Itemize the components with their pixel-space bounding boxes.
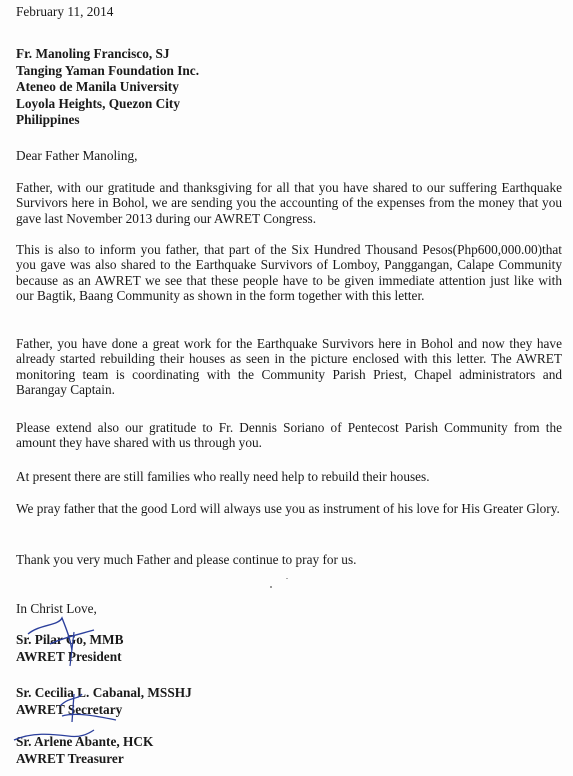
signatory-2: [16, 685, 192, 718]
closing-line: In Christ Love,: [16, 601, 97, 616]
recipient-address: [16, 46, 199, 129]
signatory-1: [16, 632, 123, 665]
body-paragraph-6: We pray father that the good Lord will always use you as instrument of his love for His Greater Glory.: [16, 501, 560, 516]
body-paragraph-5: At present there are still families who really need help to rebuild their houses.: [16, 469, 430, 484]
signatory-name: Sr. Cecilia L. Cabanal, MSSHJ: [16, 685, 192, 700]
recipient-city: Loyola Heights, Quezon City: [16, 95, 180, 111]
body-paragraph-4: Please extend also our gratitude to Fr. Dennis Soriano of Pentecost Parish Community from the amount they have shared with us through you.: [16, 420, 562, 451]
signatory-name: Sr. Arlene Abante, HCK: [16, 734, 154, 749]
scan-speck: [270, 586, 272, 588]
recipient-name: Fr. Manoling Francisco, SJ: [16, 46, 170, 61]
recipient-university: Ateneo de Manila University: [16, 79, 179, 95]
recipient-country: Philippines: [16, 112, 80, 128]
body-paragraph-1: Father, with our gratitude and thanksgiving for all that you have shared to our suffering Earthquake Survivors here in Bohol, we are sending you the accounting of the expenses from the money that you gave last November 2013 during our AWRET Congress.: [16, 180, 562, 226]
signatory-role: AWRET Treasurer: [16, 750, 124, 766]
signatory-3: [16, 734, 153, 767]
signatory-name: Sr. Pilar Go, MMB: [16, 632, 124, 647]
body-paragraph-7: Thank you very much Father and please continue to pray for us.: [16, 552, 357, 567]
scan-speck: [286, 578, 288, 579]
salutation: Dear Father Manoling,: [16, 148, 138, 163]
letter-date: February 11, 2014: [16, 4, 114, 19]
body-paragraph-3: Father, you have done a great work for the Earthquake Survivors here in Bohol and now they have already started rebuilding their houses as seen in the picture enclosed with this letter. The AWRET monitoring team is coordinating with the Community Parish Priest, Chapel administrators and Barangay Captain.: [16, 336, 562, 398]
signatory-role: AWRET Secretary: [16, 701, 123, 717]
signatory-role: AWRET President: [16, 648, 122, 664]
body-paragraph-2: This is also to inform you father, that part of the Six Hundred Thousand Pesos(Php600,000.00)that you gave was also shared to the Earthquake Survivors of Lomboy, Panggangan, Calape Community because as an AWRET we see that these people have to be given immediate attention just like with our Bagtik, Baang Community as shown in the form together with this letter.: [16, 242, 562, 304]
recipient-organization: Tanging Yaman Foundation Inc.: [16, 62, 200, 78]
